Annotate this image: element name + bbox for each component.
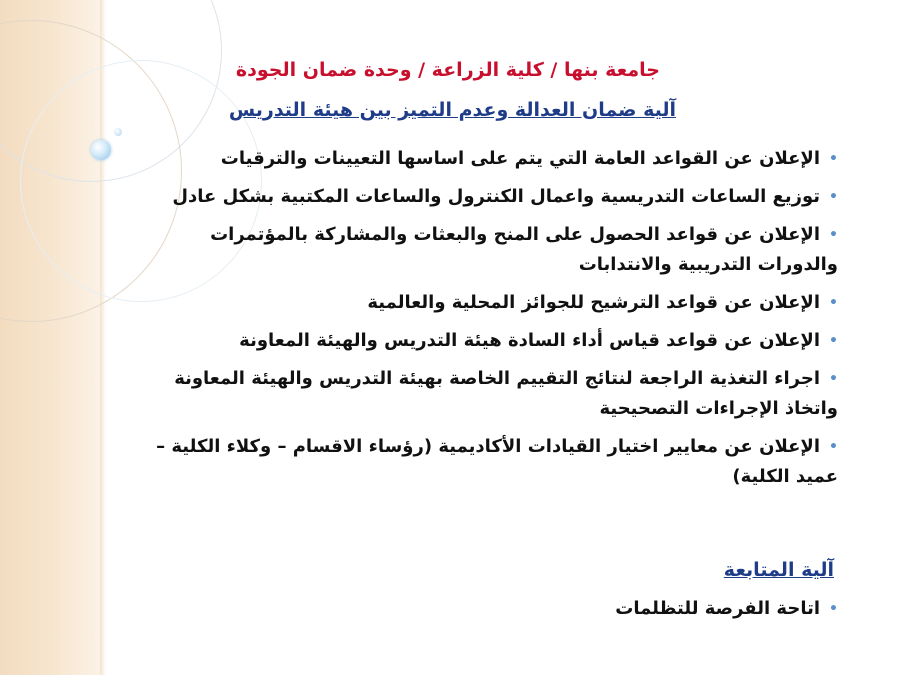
bullet-text-line2: عميد الكلية) — [732, 466, 838, 487]
side-panel-edge — [100, 0, 106, 675]
bullet-text-line2: والدورات التدريبية والانتدابات — [578, 254, 838, 275]
decorative-orb-icon — [91, 140, 111, 160]
bullet-icon: • — [829, 439, 838, 455]
slide-header: جامعة بنها / كلية الزراعة / وحدة ضمان الجودة — [235, 59, 660, 81]
bullet-item — [110, 182, 838, 212]
bullet-icon: • — [829, 227, 838, 243]
bullet-icon: • — [829, 371, 838, 387]
slide-subtitle: آلية ضمان العدالة وعدم التميز بين هيئة التدريس — [228, 99, 676, 121]
bullet-text-line1: اجراء التغذية الراجعة لنتائج التقييم الخاصة بهيئة التدريس والهيئة المعاونة — [174, 368, 820, 389]
bullet-text: الإعلان عن قواعد قياس أداء السادة هيئة التدريس والهيئة المعاونة — [239, 330, 820, 351]
bullet-icon: • — [829, 151, 838, 167]
bullet-text-line2: واتخاذ الإجراءات التصحيحية — [599, 398, 838, 419]
bullet-text: توزيع الساعات التدريسية واعمال الكنترول والساعات المكتبية بشكل عادل — [172, 186, 820, 207]
bullet-item — [110, 364, 838, 424]
bullet-item — [110, 432, 838, 492]
bullet-text: الإعلان عن قواعد الترشيح للجوائز المحلية والعالمية — [367, 292, 820, 313]
bullet-icon: • — [829, 601, 838, 617]
bullet-text: اتاحة الفرصة للتظلمات — [615, 598, 820, 619]
bullet-item — [110, 144, 838, 174]
bullet-list — [110, 144, 838, 500]
bullet-icon: • — [829, 333, 838, 349]
bullet-text-line1: الإعلان عن معايير اختيار القيادات الأكاديمية (رؤساء الاقسام – وكلاء الكلية – — [156, 436, 820, 457]
bullet-text-line1: الإعلان عن قواعد الحصول على المنح والبعثات والمشاركة بالمؤتمرات — [210, 224, 820, 245]
section-title-follow-up: آلية المتابعة — [723, 559, 834, 581]
bullet-icon: • — [829, 295, 838, 311]
bullet-item — [110, 288, 838, 318]
bullet-icon: • — [829, 189, 838, 205]
bullet-text: الإعلان عن القواعد العامة التي يتم على اساسها التعيينات والترقيات — [220, 148, 820, 169]
bullet-item — [110, 326, 838, 356]
slide-content — [110, 50, 838, 650]
decorative-side-panel — [0, 0, 100, 675]
bullet-item — [110, 220, 838, 280]
bullet-item — [615, 594, 838, 624]
